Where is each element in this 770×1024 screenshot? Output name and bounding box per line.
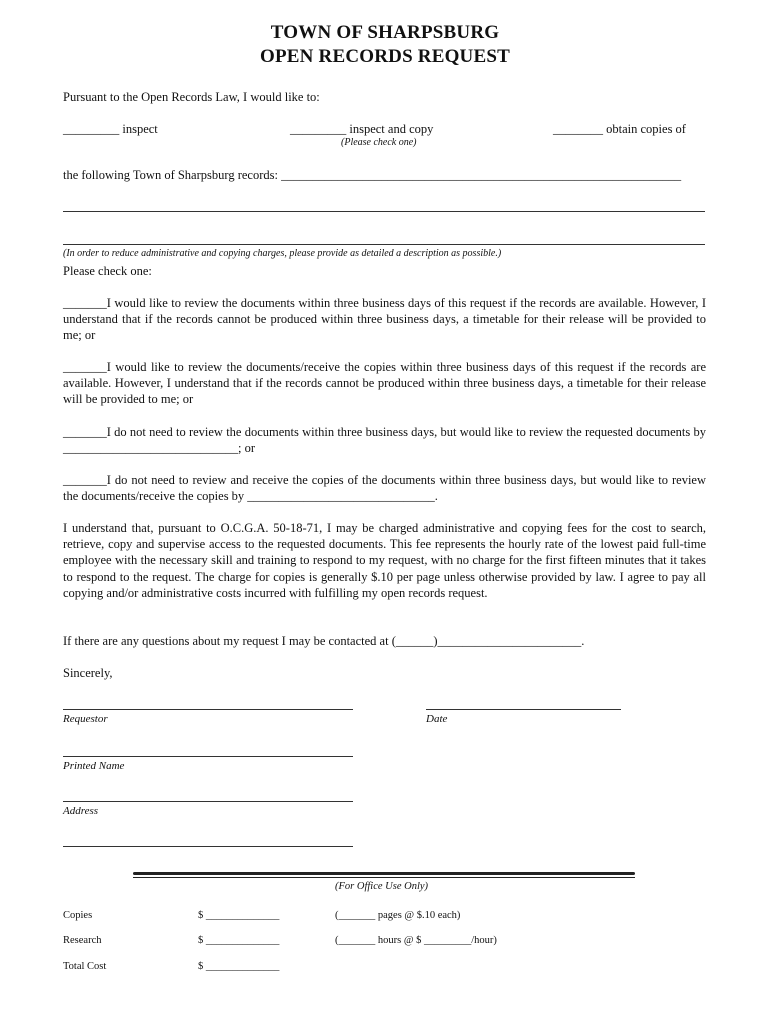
check-one-note: (Please check one) [341, 137, 417, 148]
records-line-3[interactable] [63, 244, 705, 245]
choice-2[interactable]: _______I would like to review the documents/receive the copies within three business days of this request if the records are available. However, I understand that if the records cannot be produced within three business days, a timetable for their release will be provided to me; or [63, 360, 706, 407]
option-inspect-and-copy[interactable]: _________ inspect and copy [290, 122, 434, 136]
choice-3[interactable]: _______I do not need to review the documents within three business days, but would like to review the requested documents by ____________________________; or [63, 425, 706, 456]
contact-field[interactable]: If there are any questions about my request I may be contacted at (______)_______________________. [63, 634, 585, 648]
address-label: Address [63, 805, 99, 817]
office-row-label: Total Cost [63, 961, 107, 972]
records-note: (In order to reduce administrative and copying charges, please provide as detailed a description as possible.) [63, 248, 502, 259]
office-row-detail[interactable]: (_______ pages @ $.10 each) [335, 910, 461, 921]
printed-name-label: Printed Name [63, 760, 125, 772]
intro-text: Pursuant to the Open Records Law, I would like to: [63, 90, 320, 104]
check-one-prompt: Please check one: [63, 264, 152, 278]
fees-paragraph: I understand that, pursuant to O.C.G.A. 50-18-71, I may be charged administrative and copying fees for the cost to search, retrieve, copy and supervise access to the requested documents. This fee represents the hourly rate of the lowest paid full-time employee with the necessary skill and training to respond to my request, with no charge for the first fifteen minutes that it takes to respond to the request. The charge for copies is generally $.10 per page unless otherwise provided by law. I agree to pay all copying and/or administrative costs incurred with fulfilling my open records request. [63, 521, 706, 600]
office-use-heading: (For Office Use Only) [335, 881, 429, 892]
records-line-2[interactable] [63, 211, 705, 212]
date-label: Date [426, 713, 448, 725]
office-row-amount[interactable]: $ ______________ [198, 910, 280, 921]
office-row-label: Research [63, 935, 102, 946]
office-row-amount[interactable]: $ ______________ [198, 961, 280, 972]
closing-text: Sincerely, [63, 666, 113, 680]
option-obtain-copies[interactable]: ________ obtain copies of [553, 122, 686, 136]
option-inspect[interactable]: _________ inspect [63, 122, 158, 136]
form-title-line2: OPEN RECORDS REQUEST [260, 46, 510, 67]
choice-4[interactable]: _______I do not need to review and receive the copies of the documents within three business days, but would like to review the documents/receive the copies by ______________________________. [63, 473, 706, 504]
office-divider-thin [133, 877, 635, 878]
choice-1[interactable]: _______I would like to review the documents within three business days of this request if the records are available. However, I understand that if the records cannot be produced within three business days, a timetable for their release will be provided to me; or [63, 296, 706, 343]
requestor-signature-line[interactable] [63, 709, 353, 710]
requestor-label: Requestor [63, 713, 108, 725]
office-divider-thick [133, 872, 635, 875]
records-field[interactable]: the following Town of Sharpsburg records: ________________________________________________________________ [63, 168, 682, 182]
date-line[interactable] [426, 709, 621, 710]
address-line-2[interactable] [63, 846, 353, 847]
form-title-line1: TOWN OF SHARPSBURG [270, 22, 500, 43]
office-row-amount[interactable]: $ ______________ [198, 935, 280, 946]
printed-name-line[interactable] [63, 756, 353, 757]
address-line-1[interactable] [63, 801, 353, 802]
office-row-detail[interactable]: (_______ hours @ $ _________/hour) [335, 935, 497, 946]
office-row-label: Copies [63, 910, 93, 921]
